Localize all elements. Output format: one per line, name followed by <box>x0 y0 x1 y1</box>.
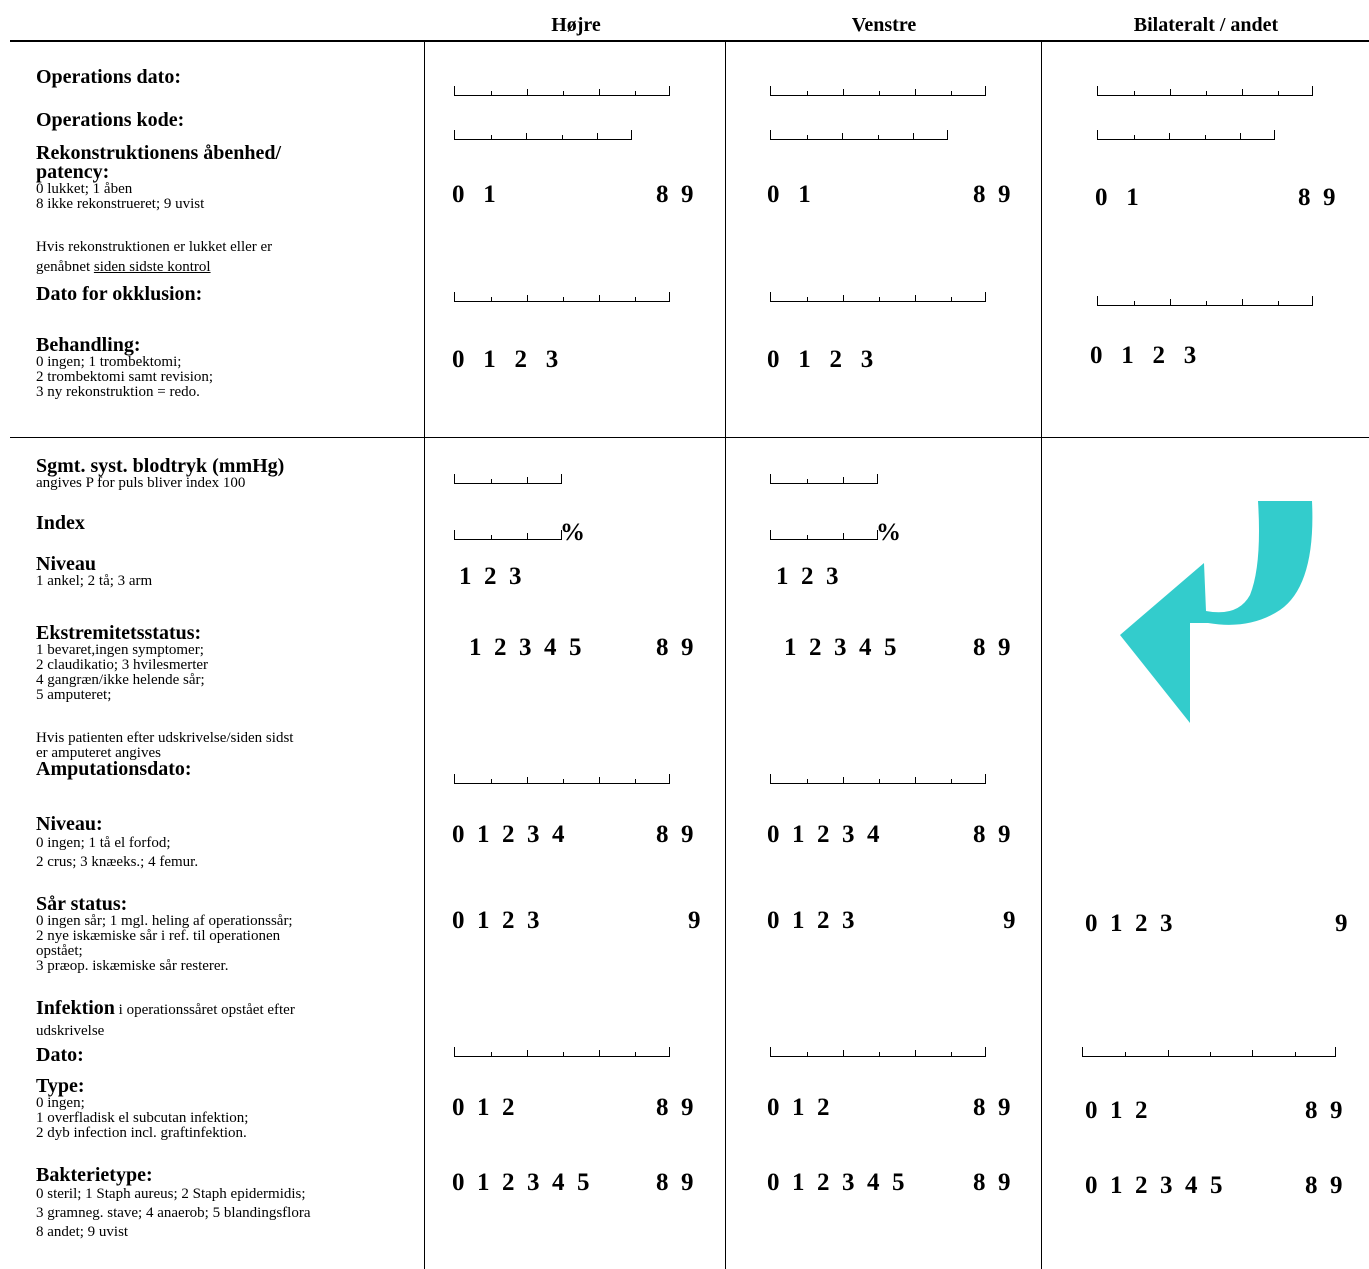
treatment-options-bilateral[interactable]: 0 1 2 3 <box>1090 342 1197 369</box>
level-options-left[interactable]: 1 2 3 <box>776 563 839 590</box>
curved-arrow-icon <box>1110 495 1320 730</box>
label-wound-status: Sår status: 0 ingen sår; 1 mgl. heling af operationssår; 2 nye iskæmiske sår i ref. til operationen opstået; 3 præop. iskæmiske sår resterer. <box>36 893 293 974</box>
op-date-field-right[interactable] <box>454 86 670 96</box>
field-tick <box>527 533 528 539</box>
field-tick <box>1252 1050 1253 1056</box>
field-tick <box>915 295 916 301</box>
index-field-right[interactable] <box>454 530 562 540</box>
field-tick <box>527 477 528 483</box>
label-level: Niveau 1 ankel; 2 tå; 3 arm <box>36 553 153 589</box>
field-tick <box>879 779 880 783</box>
field-tick <box>599 777 600 783</box>
field-tick <box>843 1050 844 1056</box>
patency-options-right-extra[interactable]: 8 9 <box>656 181 694 208</box>
field-tick <box>562 135 563 139</box>
field-tick <box>1210 1052 1211 1056</box>
field-tick <box>599 295 600 301</box>
label-infection-type: Type: 0 ingen; 1 overfladisk el subcutan infektion; 2 dyb infection incl. graftinfektion. <box>36 1075 249 1141</box>
field-tick <box>526 133 527 139</box>
label-bacteria-type: Bakterietype: 0 steril; 1 Staph aureus; 2 Staph epidermidis; 3 gramneg. stave; 4 anaerob; 5 blandingsflora 8 andet; 9 uvist <box>36 1164 311 1240</box>
index-percent-left: % <box>876 519 901 546</box>
field-tick <box>951 297 952 301</box>
label-amputation-level: Niveau: 0 ingen; 1 tå el forfod; 2 crus; 3 knæeks.; 4 femur. <box>36 813 199 870</box>
field-tick <box>879 297 880 301</box>
field-tick <box>807 779 808 783</box>
label-blood-pressure: Sgmt. syst. blodtryk (mmHg) angives P for puls bliver index 100 <box>36 455 285 491</box>
extremity-options-left-extra[interactable]: 8 9 <box>973 634 1011 661</box>
patency-options-left-extra[interactable]: 8 9 <box>973 181 1011 208</box>
label-extremity-status: Ekstremitetsstatus: 1 bevaret,ingen symptomer; 2 claudikatio; 3 hvilesmerter 4 gangræn/ikke helende sår; 5 amputeret; <box>36 622 209 703</box>
label-index: Index <box>36 512 85 534</box>
wound-options-right-extra[interactable]: 9 <box>688 907 701 934</box>
field-tick <box>599 1050 600 1056</box>
field-tick <box>635 91 636 95</box>
op-date-field-bilateral[interactable] <box>1097 86 1313 96</box>
field-tick <box>1206 91 1207 95</box>
extremity-options-right-extra[interactable]: 8 9 <box>656 634 694 661</box>
field-tick <box>807 297 808 301</box>
field-tick <box>527 777 528 783</box>
op-date-field-left[interactable] <box>770 86 986 96</box>
field-tick <box>1170 299 1171 305</box>
label-amputation-note: Hvis patienten efter udskrivelse/siden sidst er amputeret angives Amputationsdato: <box>36 730 294 780</box>
field-tick <box>527 89 528 95</box>
level-options-right[interactable]: 1 2 3 <box>459 563 522 590</box>
section-divider <box>10 437 1369 438</box>
field-tick <box>951 779 952 783</box>
bacteria-options-right[interactable]: 0 1 2 3 4 5 <box>452 1169 590 1196</box>
field-tick <box>563 1052 564 1056</box>
field-tick <box>1242 89 1243 95</box>
op-code-field-bilateral[interactable] <box>1097 130 1275 140</box>
index-percent-right: % <box>560 519 585 546</box>
field-tick <box>843 89 844 95</box>
op-code-field-right[interactable] <box>454 130 632 140</box>
patency-options-bilateral-extra[interactable]: 8 9 <box>1298 184 1336 211</box>
field-tick <box>1134 91 1135 95</box>
field-tick <box>879 91 880 95</box>
field-tick <box>491 135 492 139</box>
col-divider-3 <box>1041 41 1042 1269</box>
infection-type-options-bilateral-extra[interactable]: 8 9 <box>1305 1097 1343 1124</box>
field-tick <box>843 477 844 483</box>
amputation-level-options-left-extra[interactable]: 8 9 <box>973 821 1011 848</box>
field-tick <box>843 295 844 301</box>
field-tick <box>599 89 600 95</box>
infection-type-options-bilateral[interactable]: 0 1 2 <box>1085 1097 1148 1124</box>
field-tick <box>563 779 564 783</box>
field-tick <box>491 479 492 483</box>
treatment-options-left[interactable]: 0 1 2 3 <box>767 346 874 373</box>
label-patency: Rekonstruktionens åbenhed/ patency: 0 lukket; 1 åben 8 ikke rekonstrueret; 9 uvist <box>36 142 282 212</box>
infection-date-field-right[interactable] <box>454 1047 670 1057</box>
occlusion-date-field-right[interactable] <box>454 292 670 302</box>
field-tick <box>1134 301 1135 305</box>
label-treatment: Behandling: 0 ingen; 1 trombektomi; 2 trombektomi samt revision; 3 ny rekonstruktion = redo. <box>36 334 214 400</box>
field-tick <box>1205 135 1206 139</box>
extremity-options-left[interactable]: 1 2 3 4 5 <box>784 634 897 661</box>
field-tick <box>1295 1052 1296 1056</box>
field-tick <box>915 777 916 783</box>
field-tick <box>843 533 844 539</box>
field-tick <box>951 91 952 95</box>
field-tick <box>597 133 598 139</box>
bacteria-options-right-extra[interactable]: 8 9 <box>656 1169 694 1196</box>
field-tick <box>878 135 879 139</box>
bacteria-options-left-extra[interactable]: 8 9 <box>973 1169 1011 1196</box>
label-op-date: Operations dato: <box>36 66 181 88</box>
field-tick <box>491 297 492 301</box>
patency-options-bilateral[interactable]: 0 1 <box>1095 184 1139 211</box>
wound-options-right[interactable]: 0 1 2 3 <box>452 907 540 934</box>
field-tick <box>807 135 808 139</box>
amputation-level-options-left[interactable]: 0 1 2 3 4 <box>767 821 880 848</box>
field-tick <box>1278 301 1279 305</box>
col-divider-1 <box>424 41 425 1269</box>
field-tick <box>1134 135 1135 139</box>
wound-options-bilateral[interactable]: 0 1 2 3 <box>1085 910 1173 937</box>
amputation-level-options-right-extra[interactable]: 8 9 <box>656 821 694 848</box>
bp-field-right[interactable] <box>454 474 562 484</box>
field-tick <box>491 91 492 95</box>
field-tick <box>915 1050 916 1056</box>
field-tick <box>879 1052 880 1056</box>
field-tick <box>807 1052 808 1056</box>
treatment-options-right[interactable]: 0 1 2 3 <box>452 346 559 373</box>
field-tick <box>843 777 844 783</box>
field-tick <box>1278 91 1279 95</box>
field-tick <box>491 535 492 539</box>
bacteria-options-bilateral-extra[interactable]: 8 9 <box>1305 1172 1343 1199</box>
wound-options-left-extra[interactable]: 9 <box>1003 907 1016 934</box>
field-tick <box>807 91 808 95</box>
field-tick <box>1169 133 1170 139</box>
patency-options-right[interactable]: 0 1 <box>452 181 496 208</box>
field-tick <box>491 779 492 783</box>
header-left: Venstre <box>851 14 917 36</box>
label-op-code: Operations kode: <box>36 109 185 131</box>
field-tick <box>527 295 528 301</box>
occlusion-date-field-left[interactable] <box>770 292 986 302</box>
infection-type-options-right-extra[interactable]: 8 9 <box>656 1094 694 1121</box>
field-tick <box>842 133 843 139</box>
field-tick <box>915 89 916 95</box>
bp-field-left[interactable] <box>770 474 878 484</box>
infection-type-options-left[interactable]: 0 1 2 <box>767 1094 830 1121</box>
field-tick <box>1206 301 1207 305</box>
extremity-options-right[interactable]: 1 2 3 4 5 <box>469 634 582 661</box>
wound-options-left[interactable]: 0 1 2 3 <box>767 907 855 934</box>
field-tick <box>913 133 914 139</box>
field-tick <box>635 297 636 301</box>
field-tick <box>563 297 564 301</box>
amputation-level-options-right[interactable]: 0 1 2 3 4 <box>452 821 565 848</box>
field-tick <box>1168 1050 1169 1056</box>
field-tick <box>807 535 808 539</box>
occlusion-date-field-bilateral[interactable] <box>1097 296 1313 306</box>
infection-date-field-left[interactable] <box>770 1047 986 1057</box>
field-tick <box>951 1052 952 1056</box>
field-tick <box>491 1052 492 1056</box>
field-tick <box>1125 1052 1126 1056</box>
label-closed-note: Hvis rekonstruktionen er lukket eller er genåbnet siden sidste kontrol <box>36 239 273 275</box>
amputation-date-field-left[interactable] <box>770 774 986 784</box>
bacteria-options-bilateral[interactable]: 0 1 2 3 4 5 <box>1085 1172 1223 1199</box>
field-tick <box>635 779 636 783</box>
op-code-field-left[interactable] <box>770 130 948 140</box>
field-tick <box>807 479 808 483</box>
wound-options-bilateral-extra[interactable]: 9 <box>1335 910 1348 937</box>
index-field-left[interactable] <box>770 530 878 540</box>
field-tick <box>527 1050 528 1056</box>
field-tick <box>635 1052 636 1056</box>
field-tick <box>563 91 564 95</box>
field-tick <box>1240 133 1241 139</box>
patency-options-left[interactable]: 0 1 <box>767 181 811 208</box>
label-occlusion-date: Dato for okklusion: <box>36 283 203 305</box>
header-right: Højre <box>551 14 601 36</box>
infection-type-options-right[interactable]: 0 1 2 <box>452 1094 515 1121</box>
infection-date-field-bilateral[interactable] <box>1082 1047 1336 1057</box>
col-divider-2 <box>725 41 726 1269</box>
field-tick <box>1170 89 1171 95</box>
label-infection: Infektion i operationssåret opstået efter udskrivelse Dato: <box>36 997 295 1066</box>
field-tick <box>1242 299 1243 305</box>
header-bilateral: Bilateralt / andet <box>1133 14 1279 36</box>
infection-type-options-left-extra[interactable]: 8 9 <box>973 1094 1011 1121</box>
header-divider <box>10 40 1369 42</box>
amputation-date-field-right[interactable] <box>454 774 670 784</box>
bacteria-options-left[interactable]: 0 1 2 3 4 5 <box>767 1169 905 1196</box>
